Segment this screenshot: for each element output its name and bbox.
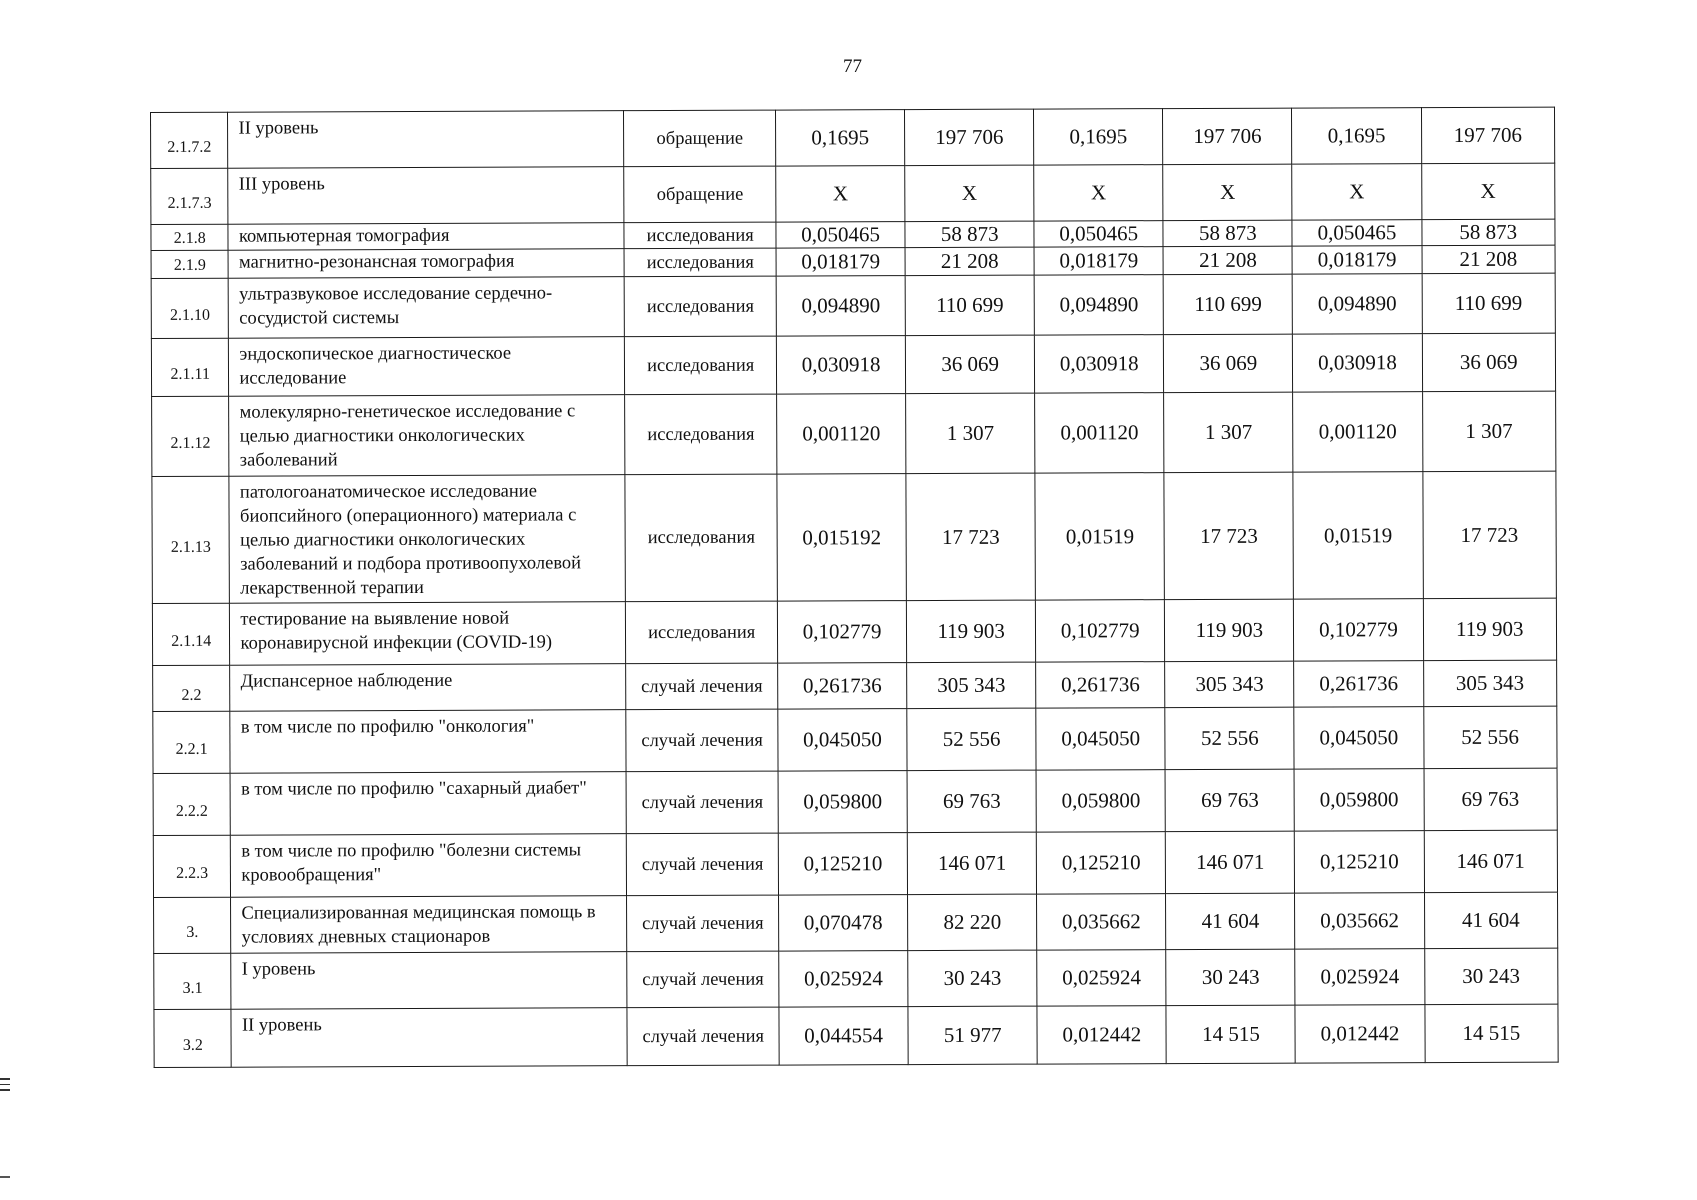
- row-value: 21 208: [905, 247, 1034, 275]
- row-value: 0,01519: [1035, 473, 1165, 600]
- row-name: в том числе по профилю "болезни системы кровообращения": [231, 834, 627, 898]
- table-row: [152, 471, 1556, 603]
- row-value: 0,094890: [1293, 274, 1422, 334]
- row-code: 2.2.1: [153, 711, 231, 773]
- row-value: Х: [1421, 163, 1555, 220]
- row-name: эндоскопическое диагностическое исследование: [229, 337, 625, 397]
- row-value: 58 873: [905, 221, 1034, 248]
- row-value: 119 903: [1165, 599, 1294, 661]
- row-value: 0,261736: [778, 663, 907, 709]
- row-code: 3.2: [154, 1009, 232, 1067]
- row-value: 0,030918: [1035, 335, 1164, 393]
- row-value: 0,102779: [1036, 600, 1165, 662]
- row-value: 51 977: [908, 1006, 1037, 1064]
- row-unit: исследования: [624, 222, 776, 249]
- row-value: 52 556: [907, 708, 1036, 770]
- row-code: 2.1.9: [151, 250, 229, 278]
- row-value: 0,050465: [1034, 221, 1163, 248]
- row-unit: исследования: [626, 601, 778, 664]
- row-value: 0,025924: [779, 951, 908, 1007]
- table-row: [154, 1004, 1558, 1067]
- row-value: 146 071: [907, 832, 1036, 894]
- row-value: 21 208: [1422, 245, 1556, 274]
- table-row: [154, 948, 1558, 1009]
- table-row: [151, 107, 1555, 168]
- row-value: 146 071: [1424, 830, 1558, 893]
- row-name: компьютерная томография: [228, 223, 624, 251]
- row-value: Х: [905, 165, 1034, 221]
- row-value: 0,059800: [778, 771, 907, 833]
- row-value: 0,1695: [776, 110, 905, 166]
- row-value: 0,018179: [776, 248, 905, 276]
- row-value: 0,044554: [779, 1007, 908, 1065]
- row-value: 0,070478: [779, 895, 908, 951]
- row-value: 41 604: [1166, 893, 1295, 949]
- row-value: 17 723: [906, 473, 1036, 600]
- row-value: 0,012442: [1037, 1006, 1166, 1064]
- row-value: 0,125210: [778, 833, 907, 895]
- row-name: I уровень: [231, 952, 627, 1010]
- row-name: III уровень: [228, 167, 624, 225]
- row-value: 82 220: [908, 894, 1037, 950]
- row-value: 14 515: [1424, 1004, 1558, 1063]
- row-value: 0,1695: [1034, 109, 1163, 165]
- row-value: 119 903: [907, 600, 1036, 662]
- row-value: 21 208: [1163, 246, 1292, 274]
- row-value: 110 699: [1163, 274, 1292, 334]
- row-value: Х: [1034, 165, 1163, 221]
- row-value: 58 873: [1163, 220, 1292, 247]
- row-unit: исследования: [624, 276, 776, 337]
- row-unit: случай лечения: [627, 951, 779, 1008]
- row-code: 2.1.8: [151, 224, 229, 250]
- row-value: 58 873: [1421, 219, 1555, 246]
- row-value: 197 706: [1421, 107, 1555, 164]
- row-value: 305 343: [1165, 661, 1294, 707]
- row-value: 30 243: [908, 950, 1037, 1006]
- table-row: [153, 768, 1557, 835]
- row-code: 3.1: [154, 953, 232, 1009]
- row-value: 36 069: [906, 335, 1035, 393]
- row-value: Х: [776, 166, 905, 222]
- row-value: Х: [1163, 164, 1292, 220]
- table-row: [151, 333, 1555, 396]
- table-row: [152, 391, 1556, 476]
- row-name: II уровень: [231, 1008, 627, 1068]
- row-value: 0,102779: [1294, 599, 1423, 661]
- row-value: 36 069: [1422, 333, 1556, 392]
- row-value: 0,035662: [1037, 894, 1166, 950]
- standards-table-wrapper: [150, 107, 1559, 1069]
- table-row: [153, 706, 1557, 773]
- margin-dash: [0, 1176, 10, 1178]
- row-value: 110 699: [905, 275, 1034, 335]
- row-value: 0,030918: [1293, 334, 1422, 392]
- row-value: 305 343: [1423, 660, 1557, 707]
- row-code: 2.1.7.2: [151, 112, 229, 168]
- row-code: 2.1.10: [151, 278, 229, 338]
- row-unit: обращение: [624, 166, 776, 223]
- row-value: 0,012442: [1295, 1005, 1424, 1063]
- row-value: 1 307: [1164, 392, 1293, 472]
- row-value: 0,001120: [777, 394, 906, 474]
- row-code: 2.2.3: [153, 835, 231, 897]
- row-value: 52 556: [1423, 706, 1557, 769]
- table-row: [153, 830, 1557, 897]
- row-value: 17 723: [1422, 471, 1556, 599]
- row-name: тестирование на выявление новой коронавирусной инфекции (COVID-19): [230, 602, 626, 666]
- row-value: 69 763: [1165, 769, 1294, 831]
- row-unit: случай лечения: [626, 663, 778, 710]
- table-row: [151, 163, 1555, 224]
- table-row: [152, 598, 1556, 665]
- row-value: 0,025924: [1295, 949, 1424, 1005]
- row-value: 0,059800: [1294, 769, 1423, 831]
- row-code: 2.1.14: [152, 603, 230, 665]
- row-value: 0,102779: [777, 601, 906, 663]
- table-body: [151, 107, 1559, 1068]
- row-value: 110 699: [1422, 273, 1556, 334]
- row-code: 2.2.2: [153, 773, 231, 835]
- row-value: 0,030918: [776, 336, 905, 394]
- standards-table: [150, 107, 1559, 1069]
- row-code: 3.: [154, 897, 232, 953]
- row-value: 0,094890: [776, 276, 905, 336]
- row-name: ультразвуковое исследование сердечно-сосудистой системы: [229, 277, 625, 339]
- row-name: в том числе по профилю "сахарный диабет": [230, 772, 626, 836]
- row-code: 2.1.12: [152, 396, 230, 476]
- table-row: [154, 892, 1558, 953]
- row-value: 0,045050: [1036, 708, 1165, 770]
- row-code: 2.1.7.3: [151, 168, 229, 224]
- row-value: 14 515: [1166, 1005, 1295, 1063]
- row-value: 119 903: [1423, 598, 1557, 661]
- row-value: 69 763: [1424, 768, 1558, 831]
- row-unit: случай лечения: [627, 1007, 779, 1066]
- row-code: 2.2: [153, 665, 231, 711]
- page-number: 77: [843, 56, 862, 77]
- row-unit: обращение: [624, 110, 776, 167]
- row-value: 0,059800: [1036, 770, 1165, 832]
- row-value: 146 071: [1166, 831, 1295, 893]
- row-value: 0,1695: [1292, 108, 1421, 164]
- row-value: 30 243: [1166, 949, 1295, 1005]
- row-value: 197 706: [905, 109, 1034, 165]
- row-value: Х: [1292, 164, 1421, 220]
- row-unit: исследования: [625, 474, 777, 602]
- row-value: 52 556: [1165, 707, 1294, 769]
- row-name: Диспансерное наблюдение: [230, 664, 626, 712]
- row-name: магнитно-резонансная томография: [228, 249, 624, 279]
- row-value: 0,001120: [1293, 392, 1422, 472]
- row-name: Специализированная медицинская помощь в условиях дневных стационаров: [231, 896, 627, 954]
- row-value: 0,261736: [1294, 661, 1423, 707]
- row-unit: случай лечения: [627, 833, 779, 896]
- row-value: 0,025924: [1037, 950, 1166, 1006]
- row-name: патологоанатомическое исследование биопсийного (операционного) материала с целью диагностики онкологических заболеваний и подбора противоопухолевой лекарственной терапии: [229, 475, 625, 604]
- row-code: 2.1.13: [152, 476, 230, 603]
- row-value: 0,045050: [1294, 707, 1423, 769]
- row-code: 2.1.11: [151, 338, 229, 396]
- row-value: 0,045050: [778, 709, 907, 771]
- row-value: 0,015192: [777, 474, 907, 601]
- row-value: 0,018179: [1292, 246, 1421, 274]
- row-value: 0,01519: [1293, 472, 1423, 599]
- row-value: 0,050465: [776, 222, 905, 249]
- row-value: 0,094890: [1034, 275, 1163, 335]
- row-value: 69 763: [907, 770, 1036, 832]
- row-value: 30 243: [1424, 948, 1558, 1005]
- row-value: 0,125210: [1037, 832, 1166, 894]
- table-row: [153, 660, 1557, 711]
- row-value: 17 723: [1164, 472, 1294, 599]
- row-value: 41 604: [1424, 892, 1558, 949]
- row-value: 0,001120: [1035, 393, 1164, 473]
- row-name: молекулярно-генетическое исследование с целью диагностики онкологических заболеваний: [229, 395, 625, 477]
- row-unit: исследования: [625, 336, 777, 395]
- row-value: 36 069: [1164, 334, 1293, 392]
- margin-mark: [0, 1078, 10, 1094]
- row-unit: исследования: [624, 248, 776, 277]
- row-unit: случай лечения: [626, 709, 778, 772]
- row-name: в том числе по профилю "онкология": [230, 710, 626, 774]
- row-unit: исследования: [625, 394, 777, 475]
- row-unit: случай лечения: [626, 771, 778, 834]
- row-unit: случай лечения: [627, 895, 779, 952]
- row-value: 1 307: [906, 393, 1035, 473]
- row-name: II уровень: [228, 111, 624, 169]
- row-value: 197 706: [1163, 108, 1292, 164]
- row-value: 305 343: [907, 662, 1036, 708]
- table-row: [151, 273, 1555, 338]
- row-value: 0,125210: [1295, 831, 1424, 893]
- row-value: 0,261736: [1036, 662, 1165, 708]
- row-value: 1 307: [1422, 391, 1556, 472]
- row-value: 0,035662: [1295, 893, 1424, 949]
- row-value: 0,018179: [1034, 247, 1163, 275]
- row-value: 0,050465: [1292, 220, 1421, 247]
